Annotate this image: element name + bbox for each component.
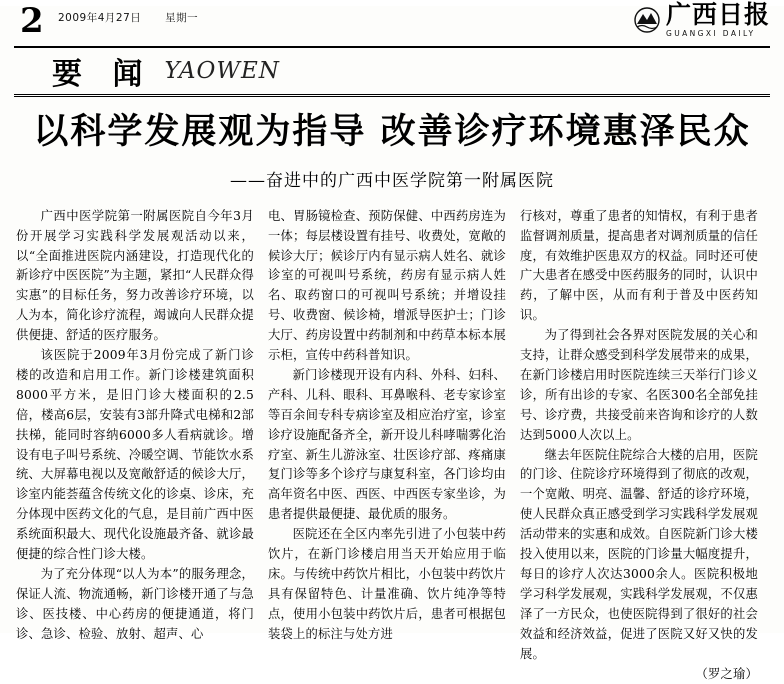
column-2 (268, 207, 506, 645)
nameplate (634, 2, 770, 38)
date-line (58, 10, 198, 25)
page-number: 2 (20, 1, 43, 41)
section-name-cn: 要 闻 (52, 57, 153, 92)
column-1 (16, 207, 254, 645)
publication-date: 2009年4月27日 (58, 12, 142, 24)
article-body (16, 207, 768, 684)
article-subheadline: ——奋进中的广西中医学院第一附属医院 (230, 170, 554, 191)
masthead (14, 0, 770, 48)
column-3 (520, 207, 758, 684)
paragraph: 为了充分体现“以人为本”的服务理念，保证人流、物流通畅，新门诊楼开通了与急诊、医技楼、中心药房的便捷通道，将门诊、急诊、检验、放射、超声、心 (16, 567, 254, 641)
paragraph: 行核对，尊重了患者的知情权，有利于患者监督调剂质量，提高患者对调剂质量的信任度，有效维护医患双方的权益。同时还可使广大患者在感受中医药服务的同时，认识中药，了解中医，从而有利于普及中医药知识。 (520, 208, 758, 323)
section-name-en: YAOWEN (164, 58, 280, 84)
paragraph: 新门诊楼现开设有内科、外科、妇科、产科、儿科、眼科、耳鼻喉科、老专家诊室等百余间专科专病诊室及相应治疗室，诊室诊疗设施配备齐全，新开设儿科哮喘雾化治疗室、新生儿游泳室、壮医诊疗部、疼痛康复门诊等多个诊疗与康复科室，各门诊均由高年资名中医、西医、中西医专家坐诊，为患者提供最便捷、最优质的服务。 (268, 367, 506, 522)
article-byline: （罗之瑜） (695, 666, 758, 681)
paper-name-en: GUANGXI DAILY (665, 29, 756, 38)
nameplate-text (666, 2, 770, 38)
headline-block (14, 111, 770, 191)
paragraph: 医院还在全区内率先引进了小包装中药饮片，在新门诊楼启用当天开始应用于临床。与传统中药饮片相比，小包装中药饮片具有保留特色、计量准确、饮片纯净等特点，使用小包装中药饮片后，患者可根据包装袋上的标注与处方进 (268, 527, 506, 641)
paragraph: 该医院于2009年3月份完成了新门诊楼的改造和启用工作。新门诊楼建筑面积8000平方米，是旧门诊大楼面积的2.5倍，楼高6层，安装有3部升降式电梯和2部扶梯，能同时容纳6000多人看病就诊。增设有电子叫号系统、冷暖空调、节能饮水系统、大屏幕电视以及宽敞舒适的候诊大厅，诊室内能荟蕴含传统文化的诊桌、诊床，充分体现中医药文化的气息，是目前广西中医系统面积最大、现代化设施最齐备、就诊最便捷的综合性门诊大楼。 (16, 348, 254, 562)
paragraph: 继去年医院住院综合大楼的启用，医院的门诊、住院诊疗环境得到了彻底的改观，一个宽敞、明亮、温馨、舒适的诊疗环境，使人民群众真正感受到学习实践科学发展观活动带来的实惠和成效。自医院新门诊大楼投入使用以来，医院的门诊量大幅度提升，每日的诊疗人次达3000余人。医院积极地学习科学发展观，实践科学发展观，不仅惠泽了一方民众，也使医院得到了很好的社会效益和经济效益，促进了医院又好又快的发展。 (520, 447, 758, 661)
paper-name-cn: 广西日报 (665, 0, 770, 29)
paragraph: 电、胃肠镜检查、预防保健、中西药房连为一体；每层楼设置有挂号、收费处，宽敞的候诊大厅；候诊厅内有显示病人姓名、就诊诊室的可视叫号系统，药房有显示病人姓名、取药窗口的可视叫号系统；并增设挂号、收费窗、候诊椅，增派导医护士；门诊大厅、药房设置中药制剂和中药草本标本展示柜，宣传中药科普知识。 (268, 208, 506, 363)
paragraph: 广西中医学院第一附属医院自今年3月份开展学习实践科学发展观活动以来，以“全面推进医院内涵建设，打造现代化的新诊疗中医医院”为主题，紧扣“人民群众得实惠”的目标任务，努力改善诊疗环境，以人为本，简化诊疗流程，竭诚向人民群众提供便捷、舒适的医疗服务。 (16, 208, 254, 343)
article-headline: 以科学发展观为指导 改善诊疗环境惠泽民众 (33, 111, 751, 152)
weekday: 星期一 (165, 12, 199, 24)
section-header (14, 48, 770, 97)
paragraph: 为了得到社会各界对医院发展的关心和支持，让群众感受到科学发展带来的成果，在新门诊楼启用时医院连续三天举行门诊义诊，所有出诊的专家、名医300名全部免挂号、诊疗费，共接受前来咨询和诊疗的人数达到5000人次以上。 (520, 328, 758, 442)
mountain-river-logo-icon (634, 7, 660, 33)
